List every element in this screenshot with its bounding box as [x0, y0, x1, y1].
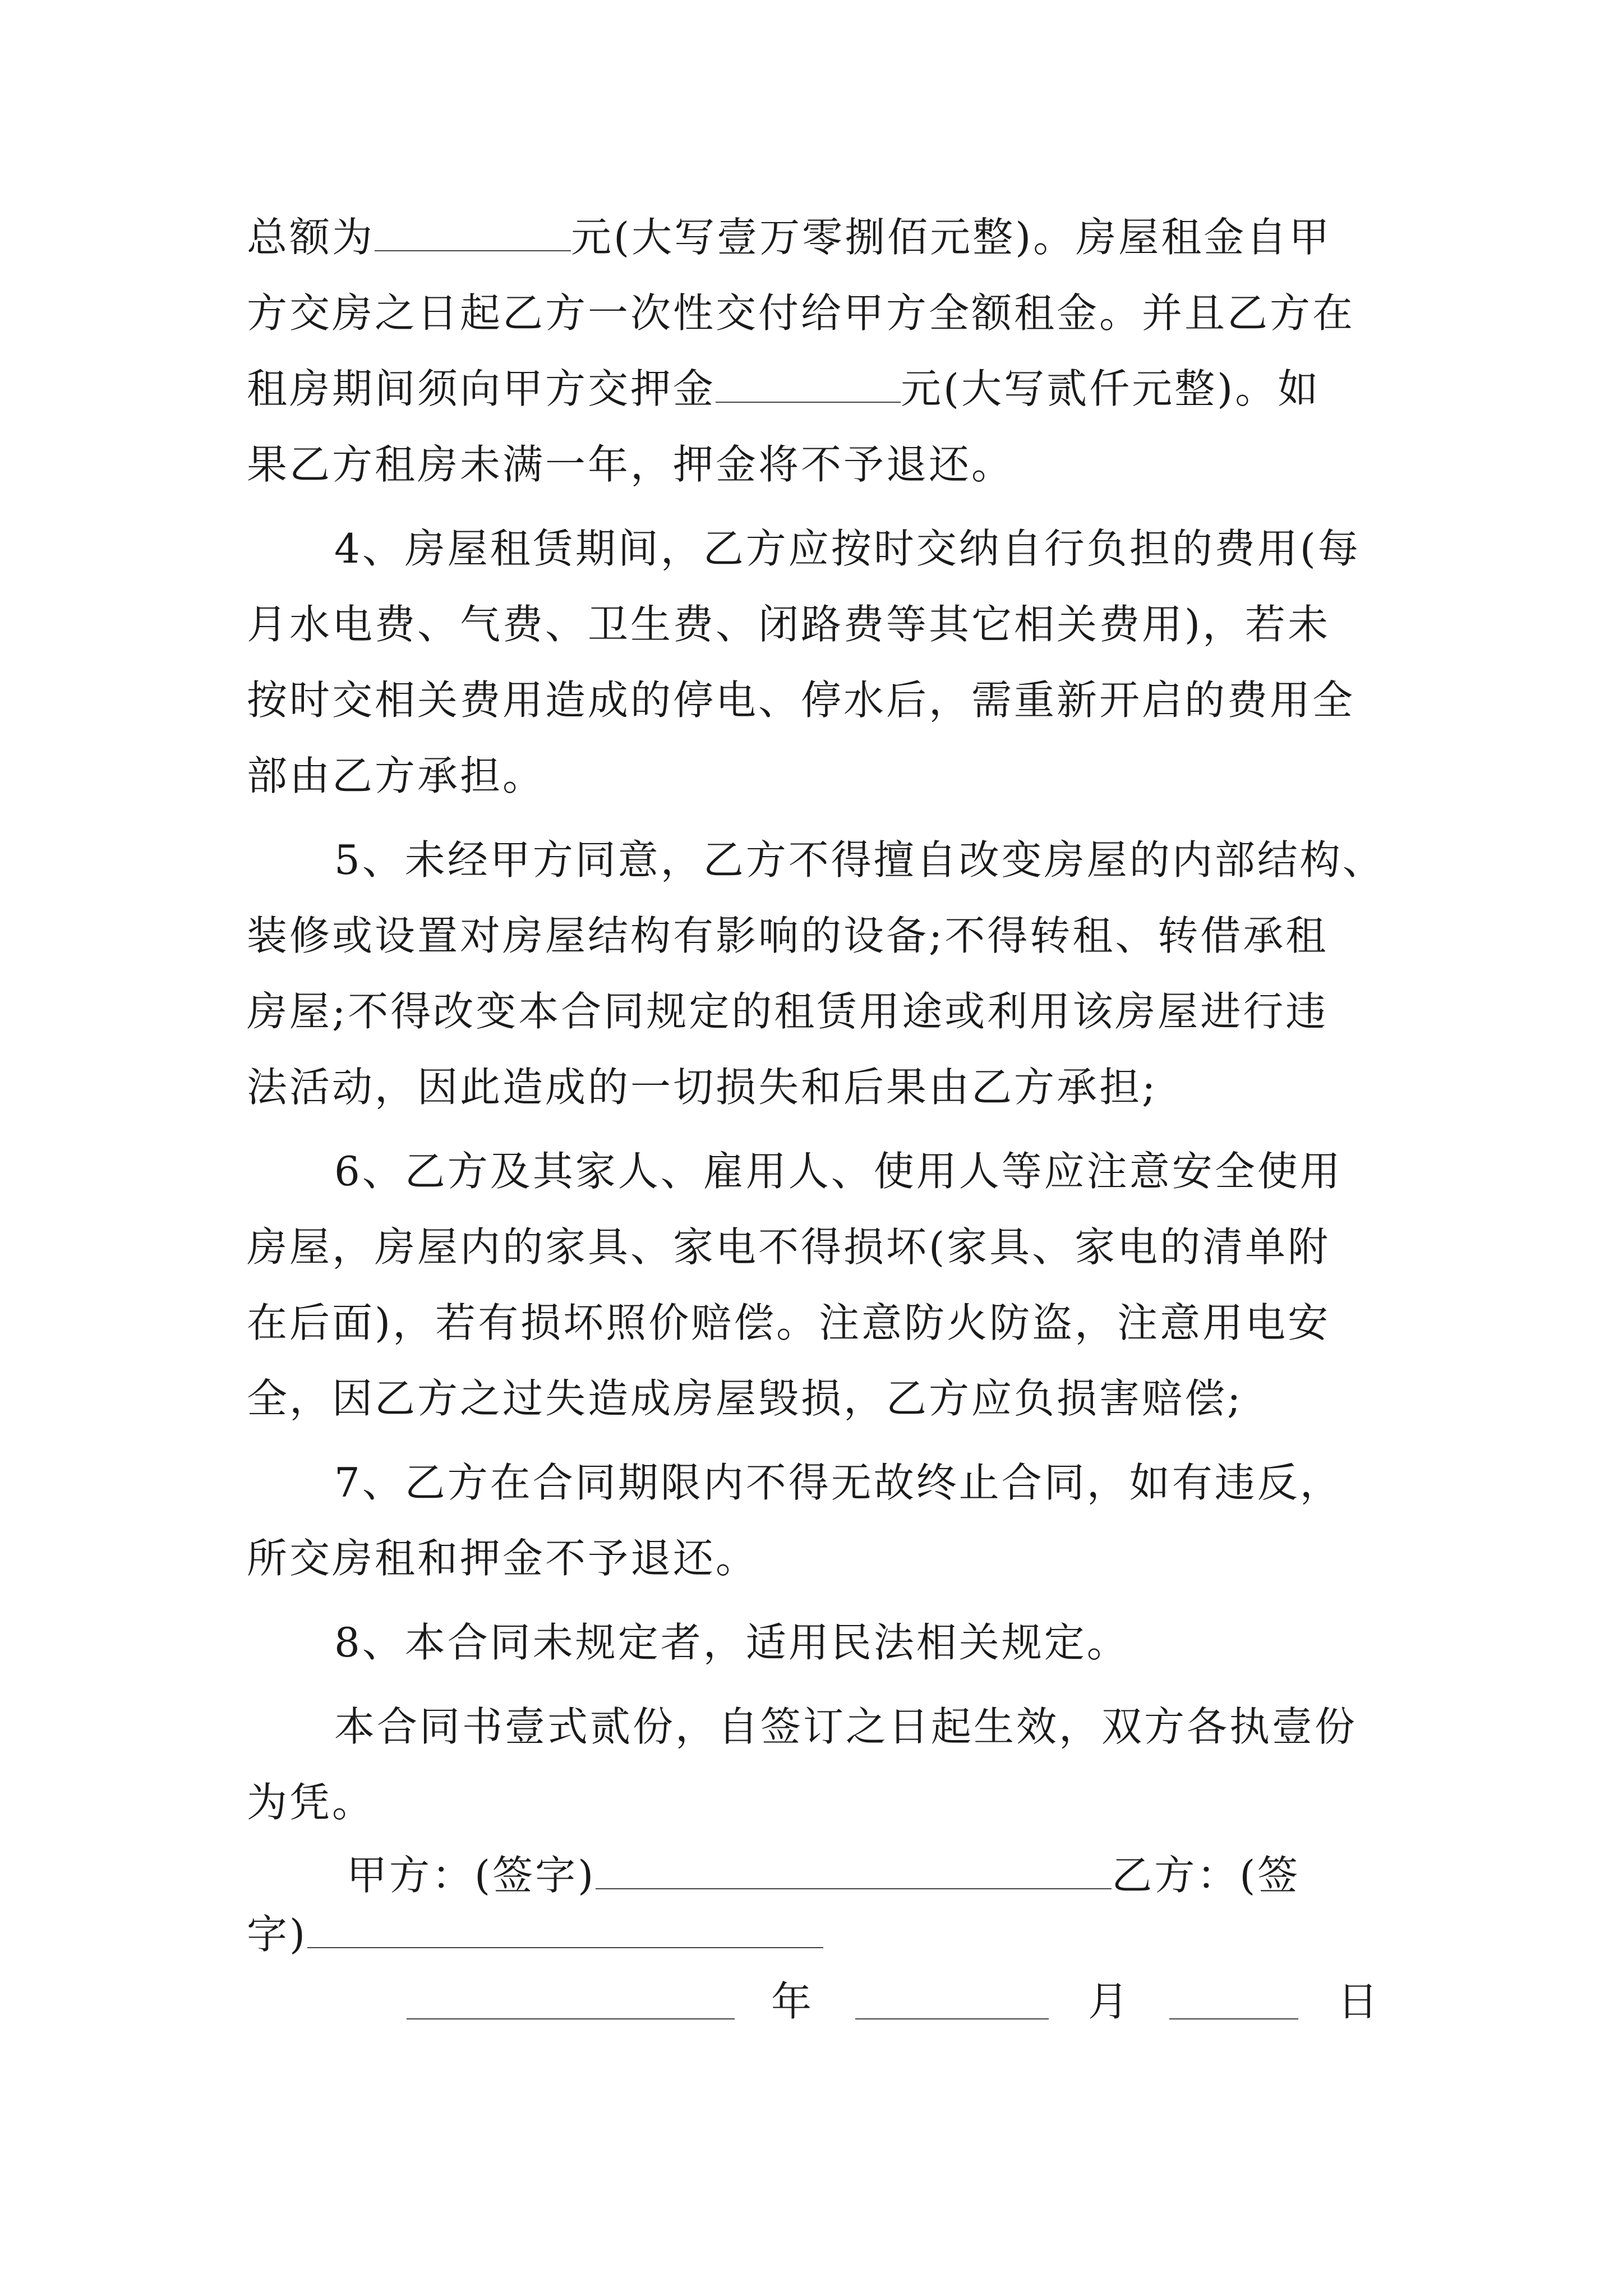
- paragraph-line: 所交房租和押金不予退还。: [247, 1535, 759, 1582]
- paragraph-line: [247, 362, 1320, 416]
- party-b-signature-blank: [307, 1910, 823, 1948]
- amount-blank: [375, 213, 571, 251]
- paragraph-line: 房屋，房屋内的家具、家电不得损坏(家具、家电的清单附: [247, 1223, 1331, 1271]
- year-label: 年: [771, 1978, 812, 2025]
- party-a-label: 甲方：(签字): [347, 1852, 596, 1899]
- closing-paragraph: 本合同书壹式贰份，自签订之日起生效，双方各执壹份: [334, 1703, 1358, 1750]
- clause-6: 6、乙方及其家人、雇用人、使用人等应注意安全使用: [334, 1148, 1343, 1195]
- signature-line: [347, 1848, 1300, 1902]
- paragraph-line: 装修或设置对房屋结构有影响的设备;不得转租、转借承租: [247, 912, 1329, 959]
- paragraph-line: [247, 210, 1331, 264]
- paragraph-line: 为凭。: [247, 1779, 375, 1826]
- day-blank: [1169, 2018, 1298, 2019]
- line-text: 总额为: [247, 214, 375, 261]
- party-a-signature-blank: [596, 1851, 1112, 1889]
- paragraph-line: 部由乙方承担。: [247, 752, 546, 799]
- year-blank: [407, 2018, 735, 2019]
- line-text: 元(大写壹万零捌佰元整)。房屋租金自甲: [571, 214, 1332, 261]
- clause-4: 4、房屋租赁期间，乙方应按时交纳自行负担的费用(每: [334, 525, 1361, 572]
- paragraph-line: 在后面)，若有损坏照价赔偿。注意防火防盗，注意用电安: [247, 1299, 1331, 1346]
- month-label: 月: [1088, 1978, 1129, 2025]
- line-text: 元(大写贰仟元整)。如: [901, 365, 1321, 412]
- party-b-label: 乙方：(签: [1112, 1852, 1301, 1899]
- paragraph-line: 果乙方租房未满一年，押金将不予退还。: [247, 441, 1015, 488]
- paragraph-line: 方交房之日起乙方一次性交付给甲方全额租金。并且乙方在: [247, 289, 1355, 337]
- paragraph-line: 房屋;不得改变本合同规定的租赁用途或利用该房屋进行违: [247, 988, 1329, 1035]
- paragraph-line: 按时交相关费用造成的停电、停水后，需重新开启的费用全: [247, 677, 1355, 724]
- paragraph-line: 月水电费、气费、卫生费、闭路费等其它相关费用)，若未: [247, 601, 1331, 648]
- paragraph-line: 法活动，因此造成的一切损失和后果由乙方承担;: [247, 1064, 1158, 1111]
- month-blank: [855, 2018, 1049, 2019]
- signature-line-cont: [247, 1907, 823, 1961]
- paragraph-line: 全，因乙方之过失造成房屋毁损，乙方应负损害赔偿;: [247, 1375, 1243, 1422]
- date-line: [0, 1975, 1623, 2028]
- day-label: 日: [1338, 1978, 1378, 2025]
- clause-5: 5、未经甲方同意，乙方不得擅自改变房屋的内部结构、: [334, 836, 1385, 884]
- clause-7: 7、乙方在合同期限内不得无故终止合同，如有违反，: [334, 1459, 1343, 1506]
- party-b-label-cont: 字): [247, 1911, 308, 1958]
- line-text: 租房期间须向甲方交押金: [247, 365, 716, 412]
- clause-8: 8、本合同未规定者，适用民法相关规定。: [334, 1619, 1129, 1666]
- deposit-blank: [716, 365, 901, 403]
